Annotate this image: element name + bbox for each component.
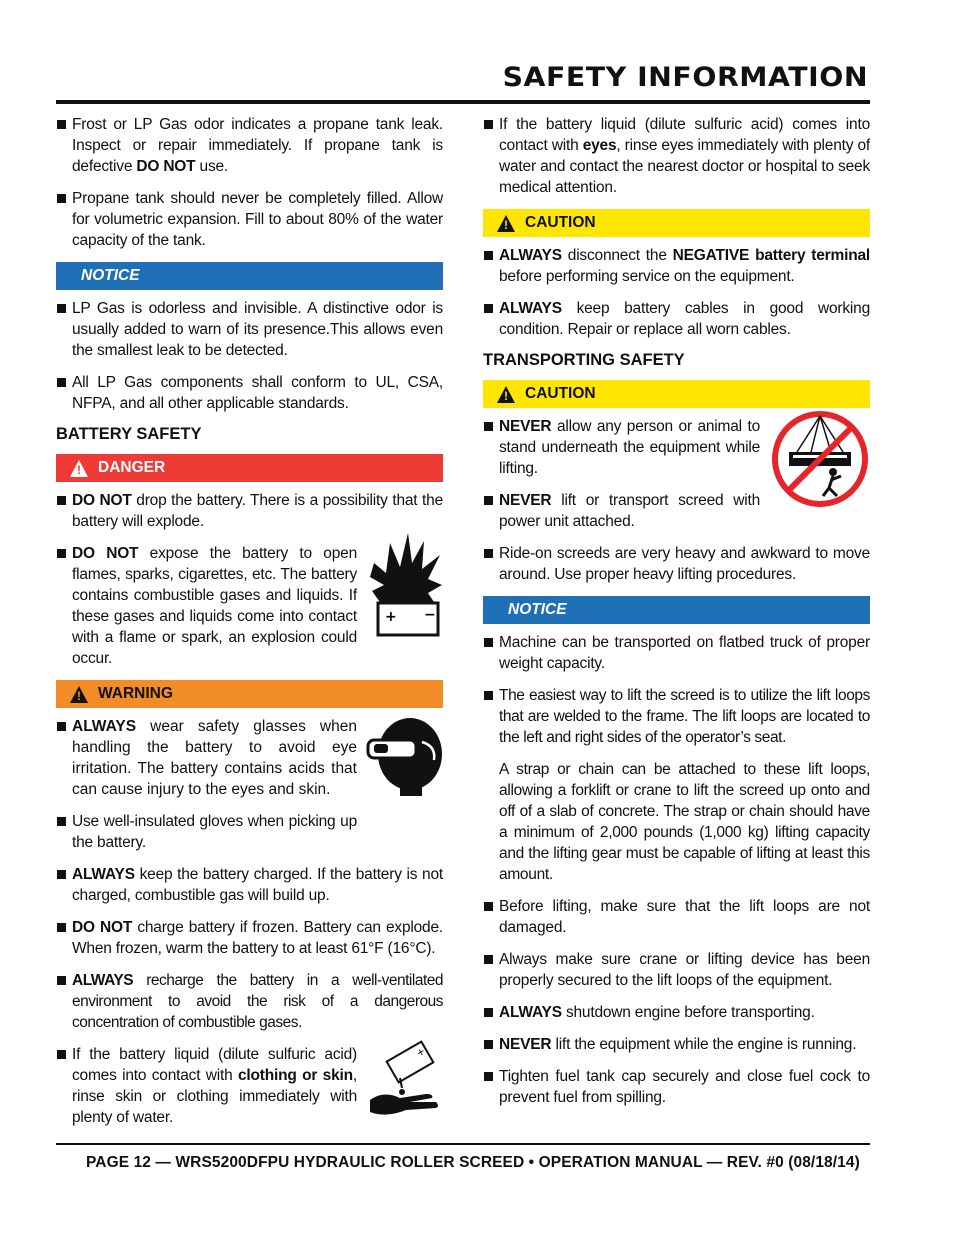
list-item: ALWAYS keep battery cables in good working condition. Repair or replace all worn cables. (483, 298, 870, 340)
list-item: DO NOT expose the battery to open flames, sparks, cigarettes, etc. The battery contains combustible gases and liquids. If these gases and liquids come into contact with a flame or spark, an explosion could occur. (56, 543, 357, 669)
list-item: If the battery liquid (dilute sulfuric acid) comes into contact with eyes, rinse eyes immediately with plenty of water and contact the nearest doctor or hospital to seek medical attention. (483, 114, 870, 198)
header-rule (56, 100, 870, 104)
left-column (56, 114, 443, 1139)
danger-banner: ! DANGER (56, 454, 443, 482)
warning-triangle-icon (497, 215, 515, 232)
safety-glasses-icon (366, 716, 444, 796)
battery-explosion-icon (368, 533, 444, 637)
caution-banner: ! CAUTION (483, 380, 870, 408)
section-heading-transporting: TRANSPORTING SAFETY (483, 351, 685, 369)
list-item: ALWAYS shutdown engine before transporting. (483, 1002, 870, 1023)
list-item: Always make sure crane or lifting device has been properly secured to the lift loops of the equipment. (483, 949, 870, 991)
warning-triangle-icon (70, 460, 88, 477)
footer-rule (56, 1143, 870, 1145)
list-item: NEVER lift the equipment while the engine is running. (483, 1034, 870, 1055)
right-column (483, 114, 870, 1119)
svg-text:+: + (385, 609, 397, 625)
warning-triangle-icon (70, 686, 88, 703)
section-heading-battery: BATTERY SAFETY (56, 425, 202, 443)
list-item: Tighten fuel tank cap securely and close fuel cock to prevent fuel from spilling. (483, 1066, 870, 1108)
list-item: If the battery liquid (dilute sulfuric acid) comes into contact with clothing or skin, rinse skin or clothing immediately with plenty of water. (56, 1044, 357, 1128)
svg-text:+: + (414, 1045, 428, 1060)
paragraph: A strap or chain can be attached to these lift loops, allowing a forklift or crane to lift the screed up onto and off of a slab of concrete. The strap or chain should have a minimum of 2,000 pounds (1,000 kg) lifting capacity and the lifting gear must be capable of lifting at least this amount. (499, 761, 870, 883)
list-item: All LP Gas components shall conform to UL, CSA, NFPA, and all other applicable standards. (56, 372, 443, 414)
list-item: ALWAYS disconnect the NEGATIVE battery terminal before performing service on the equipment. (483, 245, 870, 287)
notice-banner: NOTICE (483, 596, 870, 624)
caution-banner: ! CAUTION (483, 209, 870, 237)
list-item: Machine can be transported on flatbed truck of proper weight capacity. (483, 632, 870, 674)
list-item: NEVER allow any person or animal to stand underneath the equipment while lifting. (483, 416, 760, 479)
notice-banner: NOTICE (56, 262, 443, 290)
list-item: Propane tank should never be completely filled. Allow for volumetric expansion. Fill to about 80% of the water capacity of the tank. (56, 188, 443, 251)
list-item: LP Gas is odorless and invisible. A distinctive odor is usually added to warn of its presence.This allows even the smallest leak to be detected. (56, 298, 443, 361)
svg-text:−: − (424, 607, 436, 623)
acid-on-hand-icon (366, 1038, 442, 1118)
list-item: Use well-insulated gloves when picking up the battery. (56, 811, 357, 853)
list-item: ALWAYS recharge the battery in a well-ventilated environment to avoid the risk of a dangerous concentration of combustible gases. (56, 970, 443, 1033)
list-item: Ride-on screeds are very heavy and awkward to move around. Use proper heavy lifting procedures. (483, 543, 870, 585)
warning-triangle-icon (497, 386, 515, 403)
no-standing-under-load-icon (771, 408, 869, 510)
page-title: SAFETY INFORMATION (502, 62, 868, 93)
warning-banner: ! WARNING (56, 680, 443, 708)
list-item: DO NOT charge battery if frozen. Battery can explode. When frozen, warm the battery to at least 61°F (16°C). (56, 917, 443, 959)
list-item: Before lifting, make sure that the lift loops are not damaged. (483, 896, 870, 938)
list-item: Frost or LP Gas odor indicates a propane tank leak. Inspect or repair immediately. If propane tank is defective DO NOT use. (56, 114, 443, 177)
page-footer: PAGE 12 — WRS5200DFPU HYDRAULIC ROLLER SCREED • OPERATION MANUAL — REV. #0 (08/18/14) (86, 1154, 860, 1171)
list-item: The easiest way to lift the screed is to utilize the lift loops that are welded to the frame. The lift loops are located to the left and right sides of the operator’s seat. (483, 685, 870, 748)
list-item: ALWAYS keep the battery charged. If the battery is not charged, combustible gas will build up. (56, 864, 443, 906)
list-item: NEVER lift or transport screed with power unit attached. (483, 490, 760, 532)
list-item: ALWAYS wear safety glasses when handling the battery to avoid eye irritation. The battery contains acids that can cause injury to the eyes and skin. (56, 716, 357, 800)
list-item: DO NOT drop the battery. There is a possibility that the battery will explode. (56, 490, 443, 532)
